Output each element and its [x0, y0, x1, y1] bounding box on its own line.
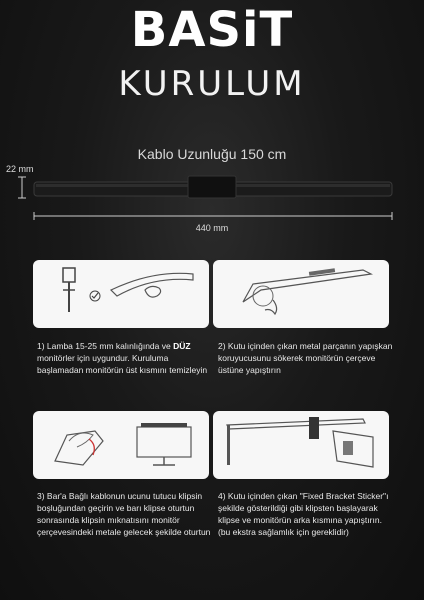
step-4-text: 4) Kutu içinden çıkan "Fixed Bracket Sticker"ı şekilde gösterildiği gibi klipsten başlayarak klipse ve monitörün arka kısmına yapıştırın. (bu ekstra sağlamlık için gereklidir) — [218, 491, 389, 537]
step-1-text: 1) Lamba 15-25 mm kalınlığında ve DÜZ monitörler için uygundur. Kuruluma başlamadan monitörün üst kısmını temizleyin — [37, 341, 208, 375]
height-dimension-label: 22 mm — [6, 164, 34, 174]
page-title: BASiT — [130, 2, 294, 58]
width-dimension-label: 440 mm — [195, 223, 229, 233]
page-subtitle: KURULUM — [118, 64, 306, 104]
step-3-image — [33, 411, 209, 479]
step-3-text: 3) Bar'a Bağlı kablonun ucunu tutucu klipsin boşluğundan geçirin ve barı klipse oturtun sonrasında klipsin mıknatısını monitör çerçevesindeki metale gelecek şekilde oturtun — [37, 491, 211, 537]
step-2-image — [213, 260, 389, 328]
step-2-text: 2) Kutu içinden çıkan metal parçanın yapışkan koruyucusunu sökerek monitörün çerçeve üstüne yapıştırın — [218, 341, 393, 375]
step-1-image — [33, 260, 209, 328]
step-4-image — [213, 411, 389, 479]
cable-length-label: Kablo Uzunluğu 150 cm — [137, 146, 287, 162]
light-bar-illustration — [0, 174, 424, 224]
